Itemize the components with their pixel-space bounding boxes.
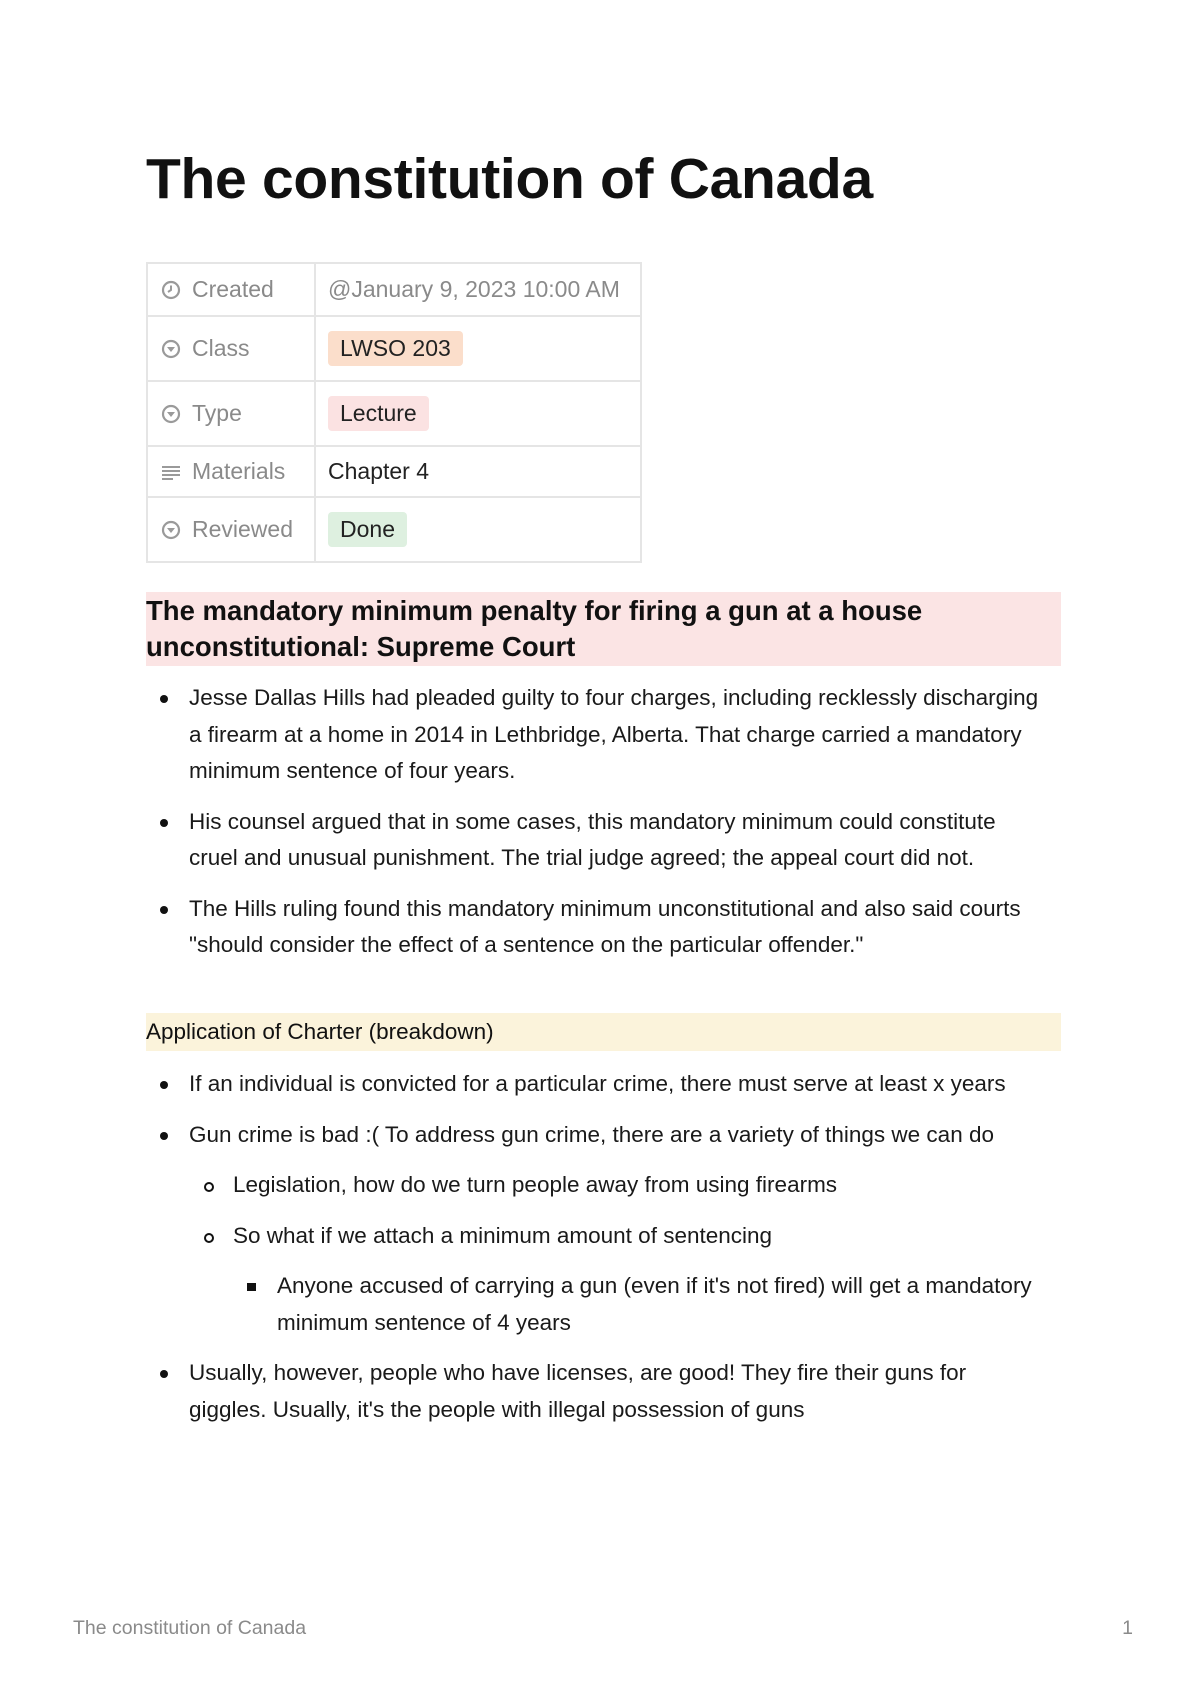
property-value-cell: [315, 316, 641, 381]
property-label: Reviewed: [192, 516, 293, 542]
list-item: Usually, however, people who have licenses, are good! They fire their guns for giggles. Usually, it's the people with illegal possession of guns: [146, 1355, 1046, 1428]
property-value[interactable]: Chapter 4: [315, 446, 641, 497]
property-label-cell: [147, 497, 315, 562]
section1-bullet-list: [146, 680, 1046, 964]
text-lines-icon: [160, 461, 182, 483]
select-icon: [160, 338, 182, 360]
list-item-text: Gun crime is bad :( To address gun crime, there are a variety of things we can do: [189, 1121, 994, 1147]
nested-list-item: Anyone accused of carrying a gun (even if it's not fired) will get a mandatory minimum sentence of 4 years: [233, 1268, 1046, 1341]
reviewed-tag[interactable]: Done: [328, 512, 407, 547]
list-item: Jesse Dallas Hills had pleaded guilty to four charges, including recklessly discharging a firearm at a home in 2014 in Lethbridge, Alberta. That charge carried a mandatory minimum sentence of four years.: [146, 680, 1046, 790]
property-label-cell: [147, 381, 315, 446]
property-label-cell: [147, 263, 315, 316]
property-row-type: [147, 381, 641, 446]
nested-list: [233, 1268, 1046, 1341]
list-item: His counsel argued that in some cases, this mandatory minimum could constitute cruel and unusual punishment. The trial judge agreed; the appeal court did not.: [146, 804, 1046, 877]
class-tag[interactable]: LWSO 203: [328, 331, 463, 366]
property-label: Class: [192, 335, 250, 361]
property-row-created: [147, 263, 641, 316]
nested-list-item: [189, 1218, 1046, 1342]
section-heading: The mandatory minimum penalty for firing a gun at a house unconstitutional: Supreme Court: [146, 592, 1061, 666]
property-label-cell: [147, 316, 315, 381]
list-item: The Hills ruling found this mandatory minimum unconstitutional and also said courts "should consider the effect of a sentence on the particular offender.": [146, 891, 1046, 964]
section-subheading: Application of Charter (breakdown): [146, 1013, 1061, 1051]
property-row-class: [147, 316, 641, 381]
clock-icon: [160, 279, 182, 301]
property-label: Materials: [192, 458, 286, 484]
list-item: If an individual is convicted for a particular crime, there must serve at least x years: [146, 1066, 1046, 1103]
property-label-cell: [147, 446, 315, 497]
property-label: Created: [192, 276, 274, 302]
list-item-text: So what if we attach a minimum amount of sentencing: [233, 1222, 773, 1248]
property-value-cell: [315, 497, 641, 562]
select-icon: [160, 403, 182, 425]
properties-table: [146, 262, 642, 563]
property-row-reviewed: [147, 497, 641, 562]
property-row-materials: [147, 446, 641, 497]
list-item: [146, 1117, 1046, 1342]
footer-title: The constitution of Canada: [73, 1617, 307, 1639]
property-value[interactable]: @January 9, 2023 10:00 AM: [315, 263, 641, 316]
section2-bullet-list: [146, 1066, 1046, 1428]
nested-list: [189, 1167, 1046, 1341]
nested-list-item: Legislation, how do we turn people away from using firearms: [189, 1167, 1046, 1204]
property-value-cell: [315, 381, 641, 446]
type-tag[interactable]: Lecture: [328, 396, 429, 431]
page-number: 1: [1122, 1617, 1133, 1639]
page-title: The constitution of Canada: [146, 147, 873, 211]
property-label: Type: [192, 400, 242, 426]
select-icon: [160, 519, 182, 541]
